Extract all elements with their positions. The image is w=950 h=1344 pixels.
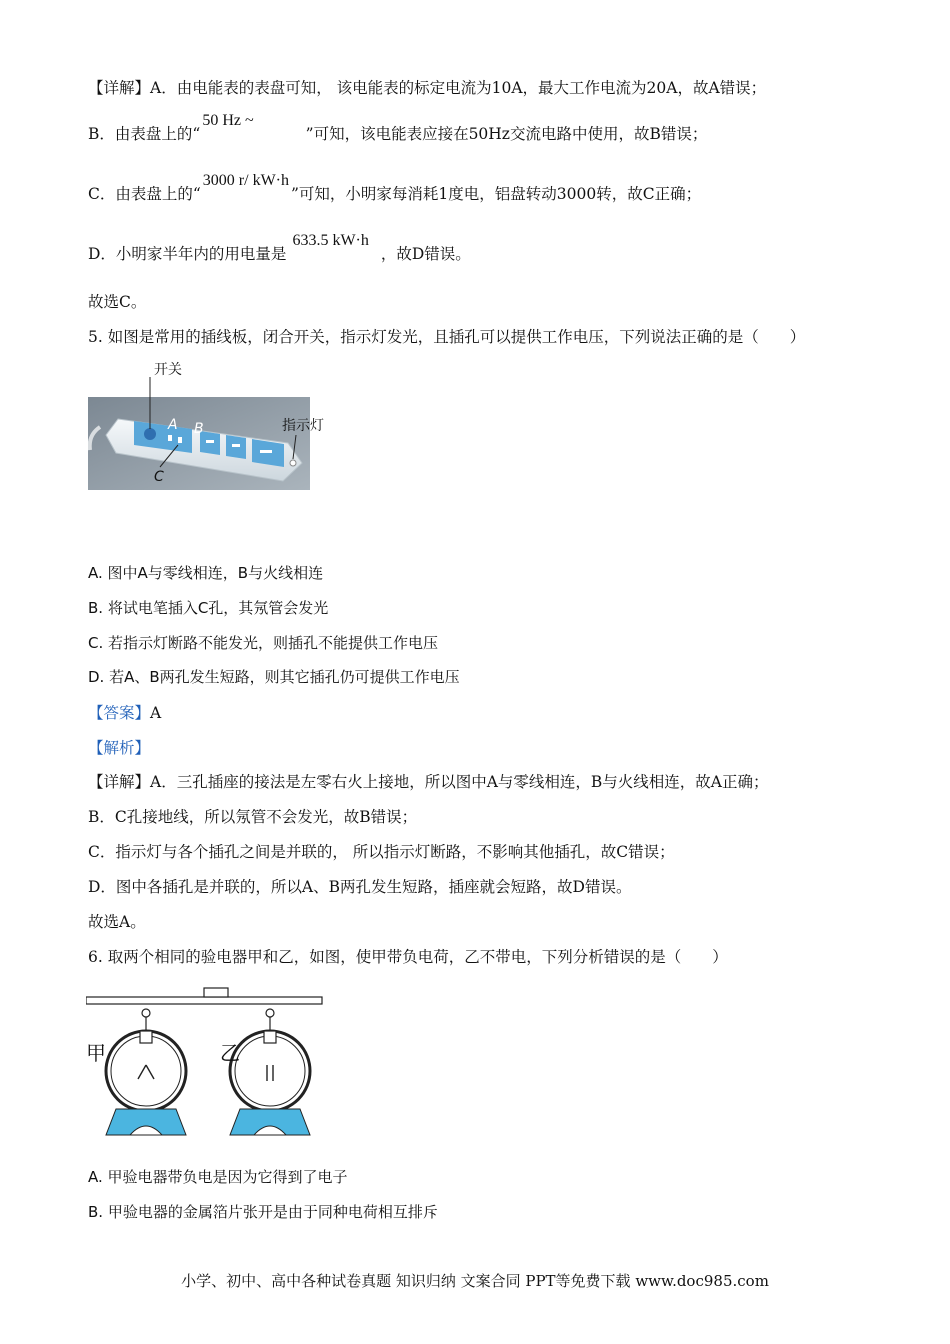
- page-footer: 小学、初中、高中各种试卷真题 知识归纳 文案合同 PPT等免费下载 www.doc985.com: [181, 1272, 769, 1290]
- q5-detail-a: 【详解】A．三孔插座的接法是左零右火上接地，所以图中A与零线相连，B与火线相连，故A正确；: [88, 773, 769, 791]
- label-jia: 甲: [86, 1041, 106, 1065]
- q4-detail-c: C．由表盘上的“3000 r/ kW·h”可知，小明家每消耗1度电，铝盘转动3000转，故C正确；: [88, 172, 702, 203]
- q5-stem: 5. 如图是常用的插线板，闭合开关，指示灯发光，且插孔可以提供工作电压，下列说法正确的是（ ）: [88, 328, 806, 346]
- q5-answer: 【答案】A: [88, 704, 162, 722]
- formula-50hz: 50 Hz ~: [202, 112, 254, 129]
- q4-choose: 故选C。: [88, 293, 147, 311]
- q4-detail-b: B．由表盘上的“50 Hz ~”可知，该电能表应接在50Hz交流电路中使用，故B错误；: [88, 112, 708, 143]
- q6-stem: 6. 取两个相同的验电器甲和乙，如图，使甲带负电荷，乙不带电，下列分析错误的是（ ）: [88, 948, 728, 966]
- label-indicator: 指示灯: [282, 418, 324, 434]
- label-a: A: [168, 417, 178, 433]
- q5-option-b: B. 将试电笔插入C孔，其氖管会发光: [88, 599, 329, 617]
- q5-option-d: D. 若A、B两孔发生短路，则其它插孔仍可提供工作电压: [88, 668, 460, 686]
- q5-option-c: C. 若指示灯断路不能发光，则插孔不能提供工作电压: [88, 634, 439, 652]
- q5-detail-b: B．C孔接地线，所以氖管不会发光，故B错误；: [88, 808, 418, 826]
- q4-detail-d: D．小明家半年内的用电量是633.5 kW·h，故D错误。: [88, 232, 471, 263]
- formula-3000r: 3000 r/ kW·h: [202, 172, 289, 189]
- power-strip-figure: [88, 355, 338, 495]
- electroscope-figure: [86, 985, 326, 1145]
- q4-detail-a: 【详解】A．由电能表的表盘可知， 该电能表的标定电流为10A，最大工作电流为20A，故A错误；: [88, 79, 767, 97]
- label-b: B: [194, 421, 204, 437]
- formula-633: 633.5 kW·h: [292, 232, 369, 249]
- electroscope-image: [86, 985, 326, 1145]
- q5-analysis-tag: 【解析】: [88, 739, 151, 757]
- q6-option-b: B. 甲验电器的金属箔片张开是由于同种电荷相互排斥: [88, 1203, 438, 1221]
- q5-option-a: A. 图中A与零线相连，B与火线相连: [88, 564, 324, 582]
- q5-detail-c: C．指示灯与各个插孔之间是并联的， 所以指示灯断路，不影响其他插孔，故C错误；: [88, 843, 675, 861]
- q5-choose: 故选A。: [88, 913, 146, 931]
- label-yi: 乙: [220, 1041, 240, 1065]
- q6-option-a: A. 甲验电器带负电是因为它得到了电子: [88, 1168, 348, 1186]
- label-c: C: [154, 469, 164, 485]
- label-switch: 开关: [154, 362, 182, 378]
- q5-detail-d: D．图中各插孔是并联的，所以A、B两孔发生短路，插座就会短路，故D错误。: [88, 878, 632, 896]
